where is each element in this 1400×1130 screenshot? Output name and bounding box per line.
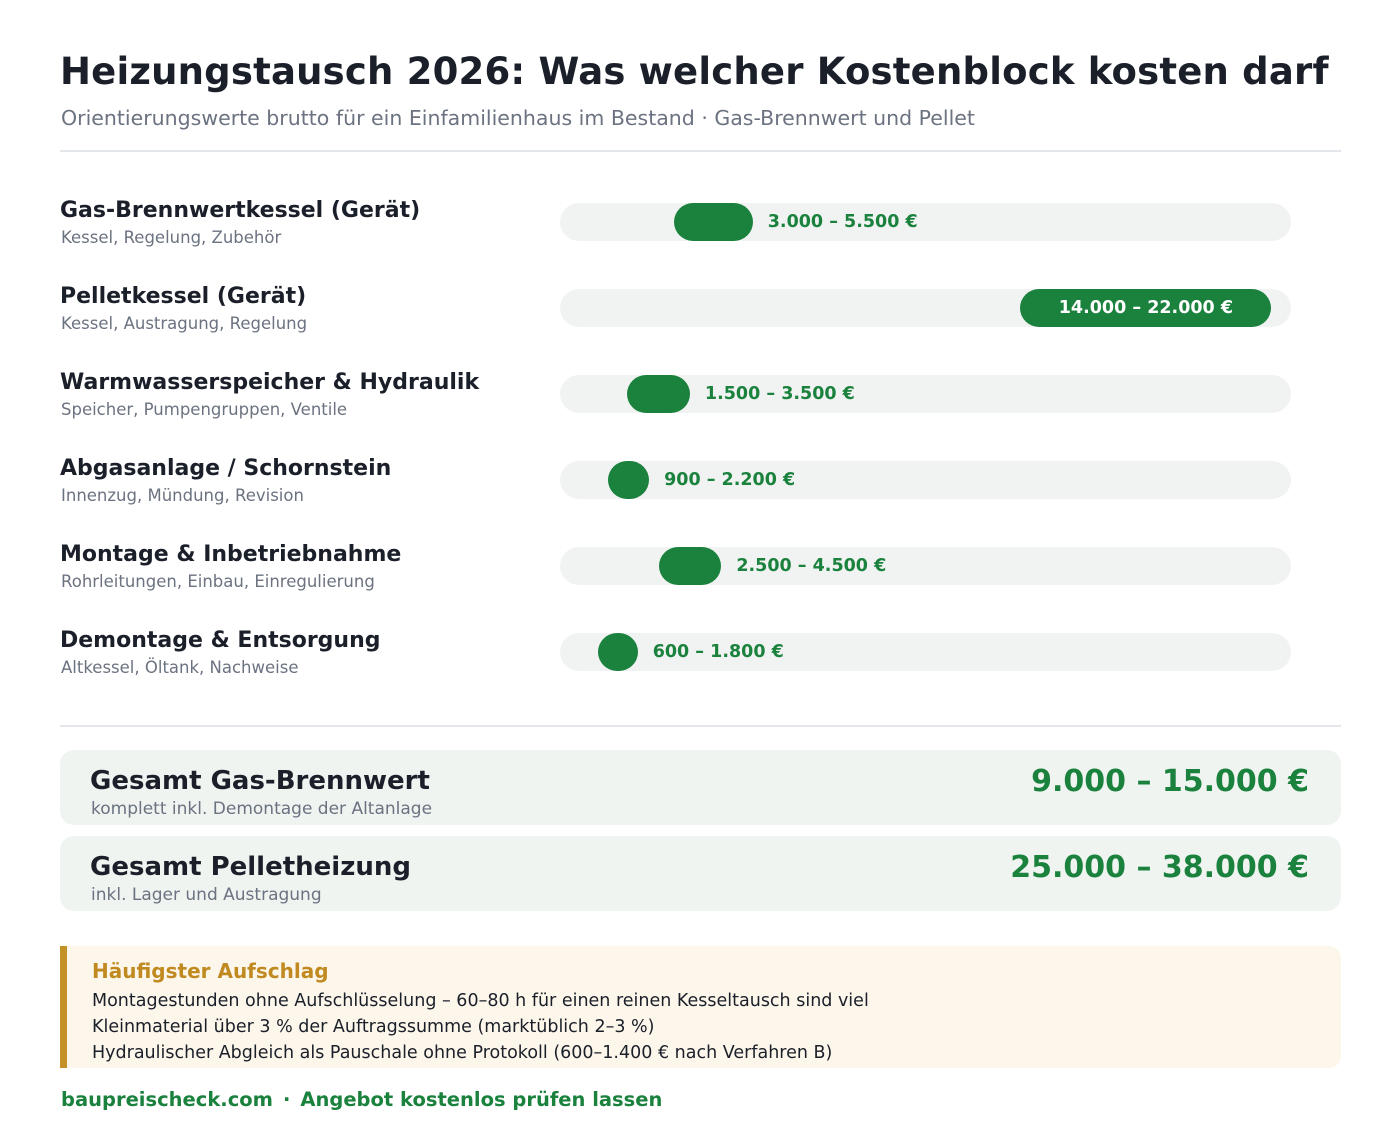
total-value: 25.000 – 38.000 € bbox=[1010, 850, 1309, 885]
chart-row bbox=[0, 628, 1400, 708]
note-title: Häufigster Aufschlag bbox=[92, 959, 329, 983]
total-sub: komplett inkl. Demontage der Altanlage bbox=[91, 799, 433, 819]
category-sub-label: Innenzug, Mündung, Revision bbox=[61, 486, 304, 505]
footer-site-link[interactable]: baupreischeck.com bbox=[61, 1088, 273, 1111]
range-value-label: 1.500 – 3.500 € bbox=[704, 384, 855, 404]
range-value-label: 600 – 1.800 € bbox=[652, 642, 784, 662]
note-line: Kleinmaterial über 3 % der Auftragssumme (marktüblich 2–3 %) bbox=[92, 1017, 655, 1037]
category-sub-label: Rohrleitungen, Einbau, Einregulierung bbox=[61, 572, 375, 591]
category-label: Warmwasserspeicher & Hydraulik bbox=[60, 370, 480, 395]
chart-row bbox=[0, 456, 1400, 536]
range-bar bbox=[674, 203, 753, 241]
category-label: Pelletkessel (Gerät) bbox=[60, 284, 307, 309]
total-sub: inkl. Lager und Austragung bbox=[91, 885, 322, 905]
category-label: Demontage & Entsorgung bbox=[60, 628, 381, 653]
chart-row bbox=[0, 370, 1400, 450]
bar-track bbox=[560, 203, 1291, 241]
section-divider bbox=[60, 725, 1341, 727]
chart-row bbox=[0, 284, 1400, 364]
footer-separator: · bbox=[282, 1088, 291, 1111]
bar-track bbox=[560, 547, 1291, 585]
category-sub-label: Speicher, Pumpengruppen, Ventile bbox=[61, 400, 348, 419]
category-label: Abgasanlage / Schornstein bbox=[60, 456, 392, 481]
bar-track bbox=[560, 289, 1291, 327]
chart-row bbox=[0, 198, 1400, 278]
category-sub-label: Altkessel, Öltank, Nachweise bbox=[61, 658, 299, 677]
range-value-label: 2.500 – 4.500 € bbox=[736, 556, 887, 576]
bar-track bbox=[560, 461, 1291, 499]
total-label: Gesamt Gas-Brennwert bbox=[90, 766, 430, 796]
page-title: Heizungstausch 2026: Was welcher Kostenblock kosten darf bbox=[60, 50, 1329, 93]
page-subtitle: Orientierungswerte brutto für ein Einfamilienhaus im Bestand · Gas-Brennwert und Pellet bbox=[61, 106, 975, 130]
footer bbox=[61, 1088, 662, 1111]
total-pellet-card bbox=[60, 836, 1341, 911]
range-bar bbox=[627, 375, 690, 413]
chart-row bbox=[0, 542, 1400, 622]
note-line: Hydraulischer Abgleich als Pauschale ohne Protokoll (600–1.400 € nach Verfahren B) bbox=[92, 1043, 833, 1063]
range-value-label: 14.000 – 22.000 € bbox=[1058, 298, 1233, 318]
range-bar bbox=[598, 633, 638, 671]
category-label: Montage & Inbetriebnahme bbox=[60, 542, 402, 567]
range-value-label: 3.000 – 5.500 € bbox=[767, 212, 918, 232]
footer-cta-link[interactable]: Angebot kostenlos prüfen lassen bbox=[300, 1088, 663, 1111]
range-bar bbox=[659, 547, 722, 585]
warning-note bbox=[60, 946, 1341, 1068]
range-bar bbox=[608, 461, 649, 499]
total-label: Gesamt Pelletheizung bbox=[90, 852, 411, 882]
total-value: 9.000 – 15.000 € bbox=[1031, 764, 1309, 799]
total-gas-card bbox=[60, 750, 1341, 825]
range-value-label: 900 – 2.200 € bbox=[664, 470, 796, 490]
category-label: Gas-Brennwertkessel (Gerät) bbox=[60, 198, 421, 223]
note-line: Montagestunden ohne Aufschlüsselung – 60–80 h für einen reinen Kesseltausch sind viel bbox=[92, 991, 869, 1011]
category-sub-label: Kessel, Regelung, Zubehör bbox=[61, 228, 282, 247]
bar-track bbox=[560, 633, 1291, 671]
category-sub-label: Kessel, Austragung, Regelung bbox=[61, 314, 308, 333]
bar-track bbox=[560, 375, 1291, 413]
